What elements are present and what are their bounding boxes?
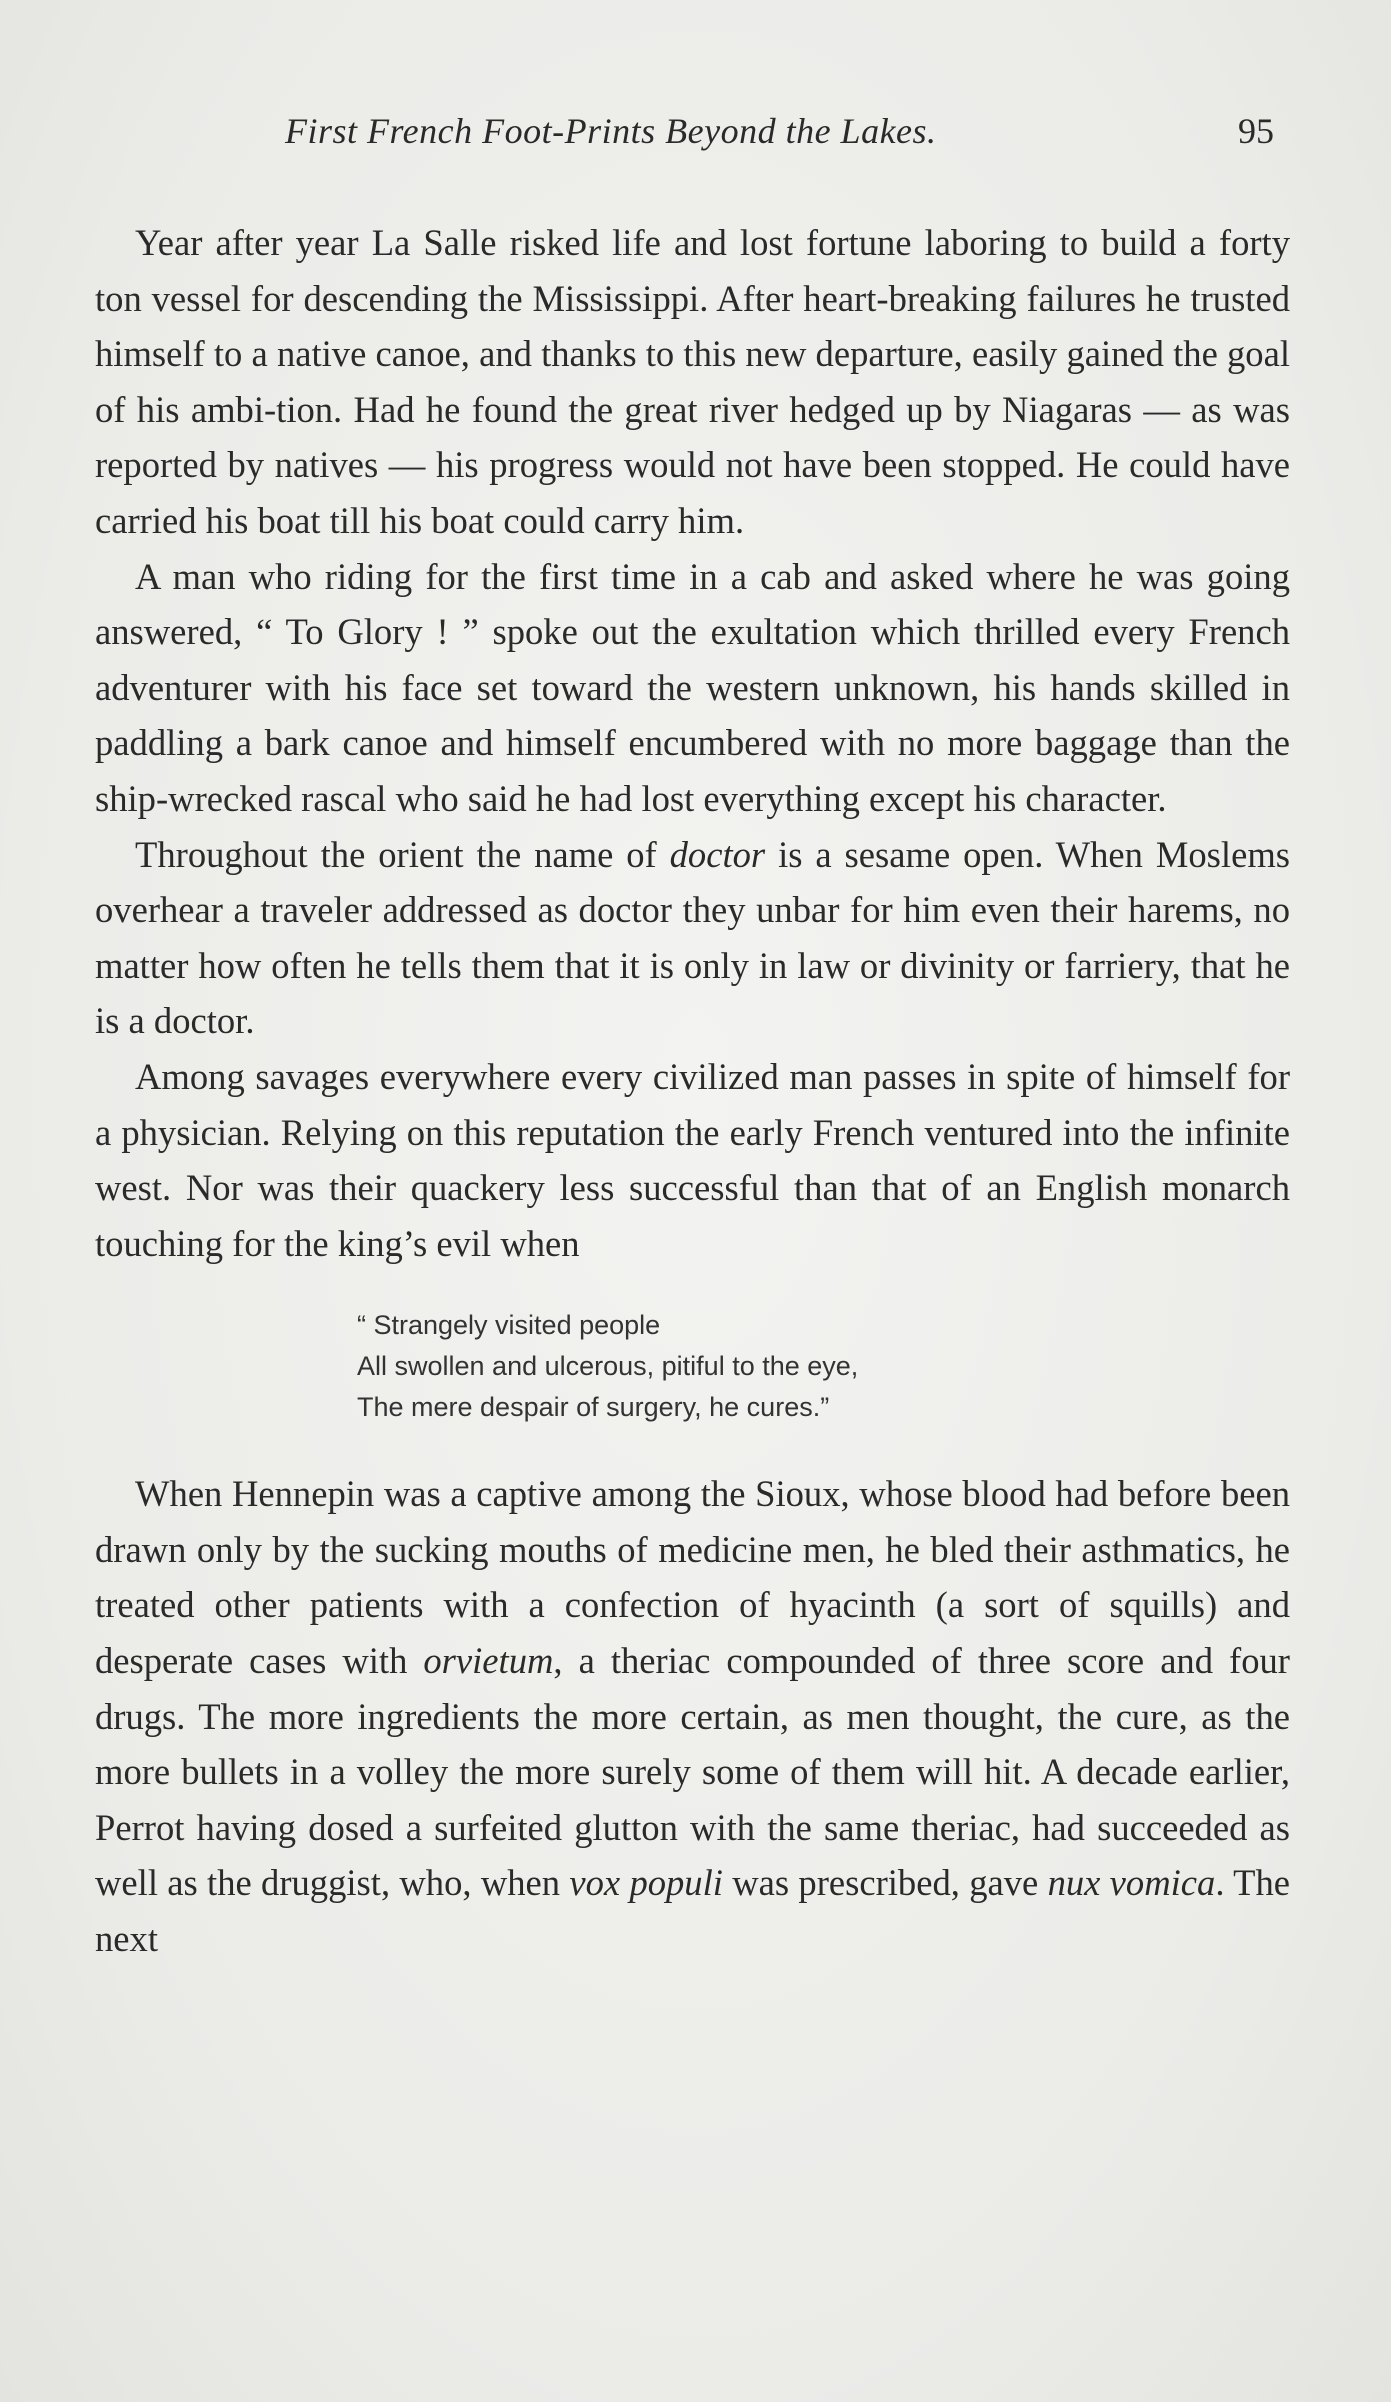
- paragraph-la-salle: Year after year La Salle risked life and lost fortune laboring to build a forty ton vessel for descending the Mississippi. After heart-breaking failures he trusted himself to a native canoe, and thanks to this new departure, easily gained the goal of his ambi-tion. Had he found the great river hedged up by Niagaras — as was reported by natives — his progress would not have been stopped. He could have carried his boat till his boat could carry him.: [95, 222, 1290, 541]
- page-number: 95: [1238, 111, 1274, 151]
- body-text: [95, 215, 1290, 1967]
- paragraph-savages: Among savages everywhere every civilized man passes in spite of himself for a physician. Relying on this reputation the early French ventured into the infinite west. Nor was their quackery less successful than that of an English monarch touching for the king’s evil when: [95, 1055, 1290, 1264]
- verse-line: All swollen and ulcerous, pitiful to the eye,: [357, 1351, 859, 1382]
- verse-line: The mere despair of surgery, he cures.”: [357, 1392, 830, 1423]
- page-header: [0, 110, 1391, 160]
- paragraph-doctor: Throughout the orient the name of doctor is a sesame open. When Moslems overhear a traveler addressed as doctor they unbar for him even their harems, no matter how often he tells them that it is only in law or divinity or farriery, that he is a doctor.: [95, 833, 1291, 1042]
- running-title: First French Foot-Prints Beyond the Lakes.: [285, 111, 937, 151]
- paragraph-hennepin: When Hennepin was a captive among the Sioux, whose blood had before been drawn only by the sucking mouths of medicine men, he bled their asthmatics, he treated other patients with a confection of hyacinth (a sort of squills) and desperate cases with orvietum, a theriac compounded of three score and four drugs. The more ingredients the more certain, as men thought, the cure, as the more bullets in a volley the more surely some of them will hit. A decade earlier, Perrot having dosed a surfeited glutton with the same theriac, had succeeded as well as the druggist, who, when vox populi was prescribed, gave nux vomica. The next: [95, 1473, 1290, 1960]
- paragraph-to-glory: A man who riding for the first time in a cab and asked where he was going answered, “ To Glory ! ” spoke out the exultation which thrilled every French adventurer with his face set toward the western unknown, his hands skilled in paddling a bark canoe and himself encumbered with no more baggage than the ship-wrecked rascal who said he had lost everything except his character.: [95, 555, 1290, 819]
- verse-line: “ Strangely visited people: [357, 1310, 661, 1341]
- verse-quotation: [357, 1305, 1290, 1428]
